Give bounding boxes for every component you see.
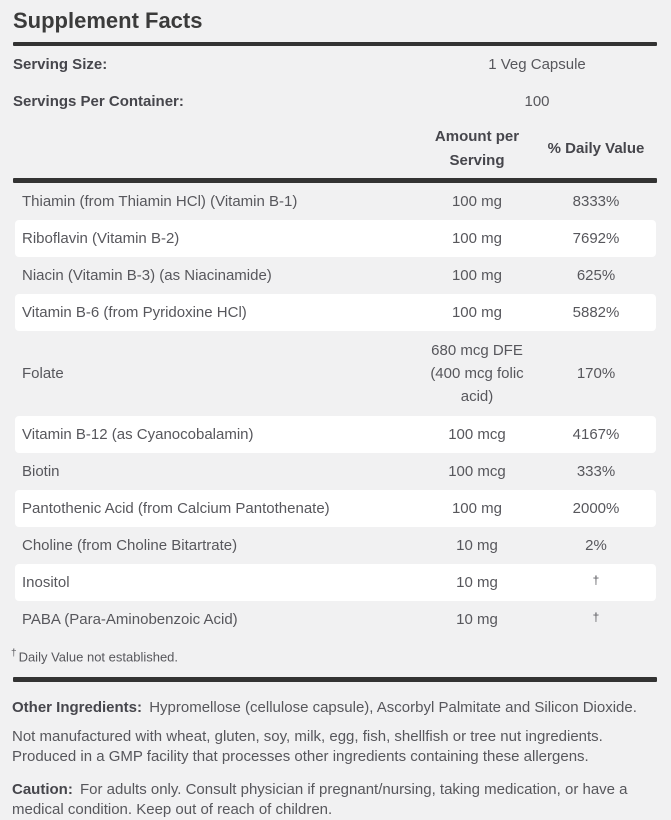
caution-text: For adults only. Consult physician if pregnant/nursing, taking medication, or have a medical condition. Keep out of reach of children. [12,781,628,819]
table-row-choline [15,527,656,564]
details-section [12,698,657,820]
caution-paragraph [12,780,657,820]
caution-label: Caution: [12,781,73,799]
serving-size-value: 1 Veg Capsule [488,56,586,73]
table-row-paba [15,601,656,638]
daily-value-column-header: % Daily Value [547,140,645,157]
nutrient-label: Choline (from Choline Bitartrate) [22,537,238,554]
nutrient-daily-value: 4167% [572,426,620,443]
serving-size-label: Serving Size: [13,56,108,73]
amount-line: 680 mcg DFE [431,342,523,359]
nutrient-amount: 100 mg [451,267,503,284]
nutrient-daily-value: 2000% [572,500,620,517]
nutrient-label: Riboflavin (Vitamin B-2) [22,230,180,247]
amount-line: (400 mcg folic [430,365,524,382]
nutrient-daily-value: 2% [585,537,607,554]
servings-per-container-value: 100 [524,93,550,110]
nutrient-amount: 100 mg [451,193,503,210]
nutrient-label: Folate [22,365,64,382]
servings-per-container-label: Servings Per Container: [13,93,184,110]
table-row-vitamin-b6 [15,294,656,331]
panel-title: Supplement Facts [13,8,203,33]
nutrient-daily-value: † [592,609,600,624]
nutrient-amount: 10 mg [456,537,498,554]
nutrient-amount: 10 mg [456,574,498,591]
nutrient-daily-value: † [592,572,600,587]
nutrient-daily-value: 625% [576,267,616,284]
nutrient-daily-value: 170% [576,365,616,382]
nutrient-amount: 100 mg [451,230,503,247]
nutrient-daily-value: 8333% [572,193,620,210]
nutrient-amount: 100 mg [451,304,503,321]
nutrient-daily-value: 333% [576,463,616,480]
nutrient-amount: 100 mcg [448,463,506,480]
table-row-folate [15,331,656,416]
table-row-vitamin-b12 [15,416,656,453]
nutrient-label: Pantothenic Acid (from Calcium Pantothenate) [22,500,330,517]
table-row-inositol [15,564,656,601]
servings-per-container-row [13,83,656,120]
nutrient-amount: 10 mg [456,611,498,628]
amount-column-header: Amount per Serving [434,128,520,169]
footnote-text: Daily Value not established. [18,649,179,665]
nutrient-label: Vitamin B-12 (as Cyanocobalamin) [22,426,254,443]
nutrient-table [0,183,671,638]
other-ingredients-paragraph [12,698,657,718]
nutrient-label: PABA (Para-Aminobenzoic Acid) [22,611,238,628]
nutrient-amount: 100 mg [451,500,503,517]
table-row-riboflavin [15,220,656,257]
table-row-pantothenic-acid [15,490,656,527]
nutrient-amount: 100 mcg [448,426,506,443]
nutrient-label: Vitamin B-6 (from Pyridoxine HCl) [22,304,247,321]
nutrient-daily-value: 5882% [572,304,620,321]
serving-size-row [13,46,656,83]
dagger-symbol: † [11,648,17,659]
other-ingredients-label: Other Ingredients: [12,699,143,717]
nutrient-label: Thiamin (from Thiamin HCl) (Vitamin B-1) [22,193,298,210]
amount-line: acid) [460,388,494,405]
other-ingredients-text: Hypromellose (cellulose capsule), Ascorbyl Palmitate and Silicon Dioxide. [149,699,637,717]
allergen-text: Not manufactured with wheat, gluten, soy, milk, egg, fish, shellfish or tree nut ingredients. Produced in a GMP facility that processes other ingredients containing these allergens. [12,728,603,766]
table-header-row [15,120,656,178]
table-row-thiamin [15,183,656,220]
bottom-rule [13,677,657,682]
table-row-niacin [15,257,656,294]
nutrient-daily-value: 7692% [572,230,620,247]
daily-value-footnote [11,645,657,665]
allergen-paragraph [12,727,657,767]
nutrient-label: Biotin [22,463,60,480]
nutrient-label: Niacin (Vitamin B-3) (as Niacinamide) [22,267,272,284]
nutrient-label: Inositol [22,574,70,591]
nutrient-amount [418,331,536,416]
table-row-biotin [15,453,656,490]
